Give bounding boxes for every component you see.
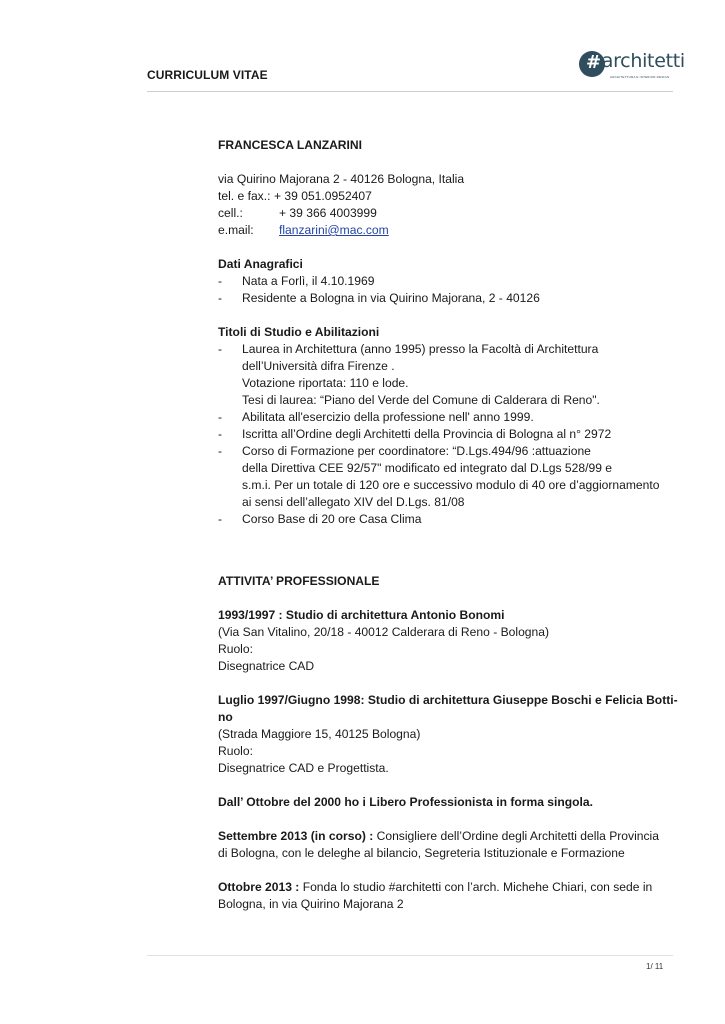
job1-title: 1993/1997 : Studio di architettura Antonio Bonomi xyxy=(218,608,505,622)
job1-role-label: Ruolo: xyxy=(218,642,253,656)
cv-body xyxy=(218,137,678,913)
footer-divider xyxy=(147,955,673,956)
job1-address: (Via San Vitalino, 20/18 - 40012 Calderara di Reno - Bologna) xyxy=(218,625,550,639)
tel-label: tel. e fax.: xyxy=(218,189,271,203)
page-number: 1/ 11 xyxy=(646,962,664,971)
logo-wordmark: architetti xyxy=(601,50,685,72)
list-item-continuation: Tesi di laurea: “Piano del Verde del Comune di Calderara di Reno". xyxy=(242,393,600,407)
job2-title: Luglio 1997/Giugno 1998: Studio di architettura Giuseppe Boschi e Felicia Botti- xyxy=(218,693,678,707)
email-line xyxy=(218,222,678,239)
tel-value: + 39 051.0952407 xyxy=(274,189,372,203)
header-divider xyxy=(147,91,673,92)
job2-role: Disegnatrice CAD e Progettista. xyxy=(218,761,389,775)
list-item-laurea: - Laurea in Architettura (anno 1995) presso la Facoltà di Architettura xyxy=(218,342,599,356)
cell-value: + 39 366 4003999 xyxy=(279,206,377,220)
list-item-continuation: della Direttiva CEE 92/57" modificato ed integrato dal D.Lgs 528/99 e xyxy=(242,461,613,475)
document-title: CURRICULUM VITAE xyxy=(147,68,268,82)
logo-hash: # xyxy=(586,52,602,73)
libero-professionista: Dall’ Ottobre del 2000 ho i Libero Professionista in forma singola. xyxy=(218,795,593,809)
list-item-continuation: s.m.i. Per un totale di 120 ore e successivo modulo di 40 ore d’aggiornamento xyxy=(242,478,660,492)
tel-line xyxy=(218,188,678,205)
titoli-heading: Titoli di Studio e Abilitazioni xyxy=(218,325,380,339)
job2-title-cont: no xyxy=(218,710,233,724)
ottobre-entry: Ottobre 2013 : Fonda lo studio #architetti con l’arch. Michehe Chiari, con sede in xyxy=(218,880,653,894)
list-item-iscritta: - Iscritta all’Ordine degli Architetti della Provincia di Bologna al n° 2972 xyxy=(218,427,612,441)
list-item: - Residente a Bologna in via Quirino Majorana, 2 - 40126 xyxy=(218,291,540,305)
attivita-heading: ATTIVITA’ PROFESSIONALE xyxy=(218,574,380,588)
ottobre-entry-cont: Bologna, in via Quirino Majorana 2 xyxy=(218,897,404,911)
job2-address: (Strada Maggiore 15, 40125 Bologna) xyxy=(218,727,421,741)
architetti-logo xyxy=(579,50,685,84)
job2-role-label: Ruolo: xyxy=(218,744,253,758)
list-item-casaclima: - Corso Base di 20 ore Casa Clima xyxy=(218,512,422,526)
cell-line xyxy=(218,205,678,222)
list-item-continuation: ai sensi dell’allegato XIV del D.Lgs. 81/08 xyxy=(242,495,465,509)
list-item-continuation: Votazione riportata: 110 e lode. xyxy=(242,376,409,390)
list-item-abilitata: - Abilitata all'esercizio della professione nell' anno 1999. xyxy=(218,410,534,424)
anagrafici-heading: Dati Anagrafici xyxy=(218,257,303,271)
email-label: e.mail: xyxy=(218,223,254,237)
email-link[interactable]: flanzarini@mac.com xyxy=(279,223,389,237)
address-line: via Quirino Majorana 2 - 40126 Bologna, Italia xyxy=(218,172,465,186)
list-item-continuation: dell’Università difra Firenze . xyxy=(242,359,395,373)
cell-label: cell.: xyxy=(218,206,243,220)
list-item: - Nata a Forlì, il 4.10.1969 xyxy=(218,274,375,288)
settembre-entry: Settembre 2013 (in corso) : Consigliere dell’Ordine degli Architetti della Provincia xyxy=(218,829,659,843)
list-item-corso: - Corso di Formazione per coordinatore: “D.Lgs.494/96 :attuazione xyxy=(218,444,591,458)
logo-subtitle: ARCHITETTURA E INTERIOR DESIGN xyxy=(610,75,670,79)
job1-role: Disegnatrice CAD xyxy=(218,659,315,673)
settembre-entry-cont: di Bologna, con le deleghe al bilancio, Segreteria Istituzionale e Formazione xyxy=(218,846,625,860)
person-name: FRANCESCA LANZARINI xyxy=(218,138,362,152)
